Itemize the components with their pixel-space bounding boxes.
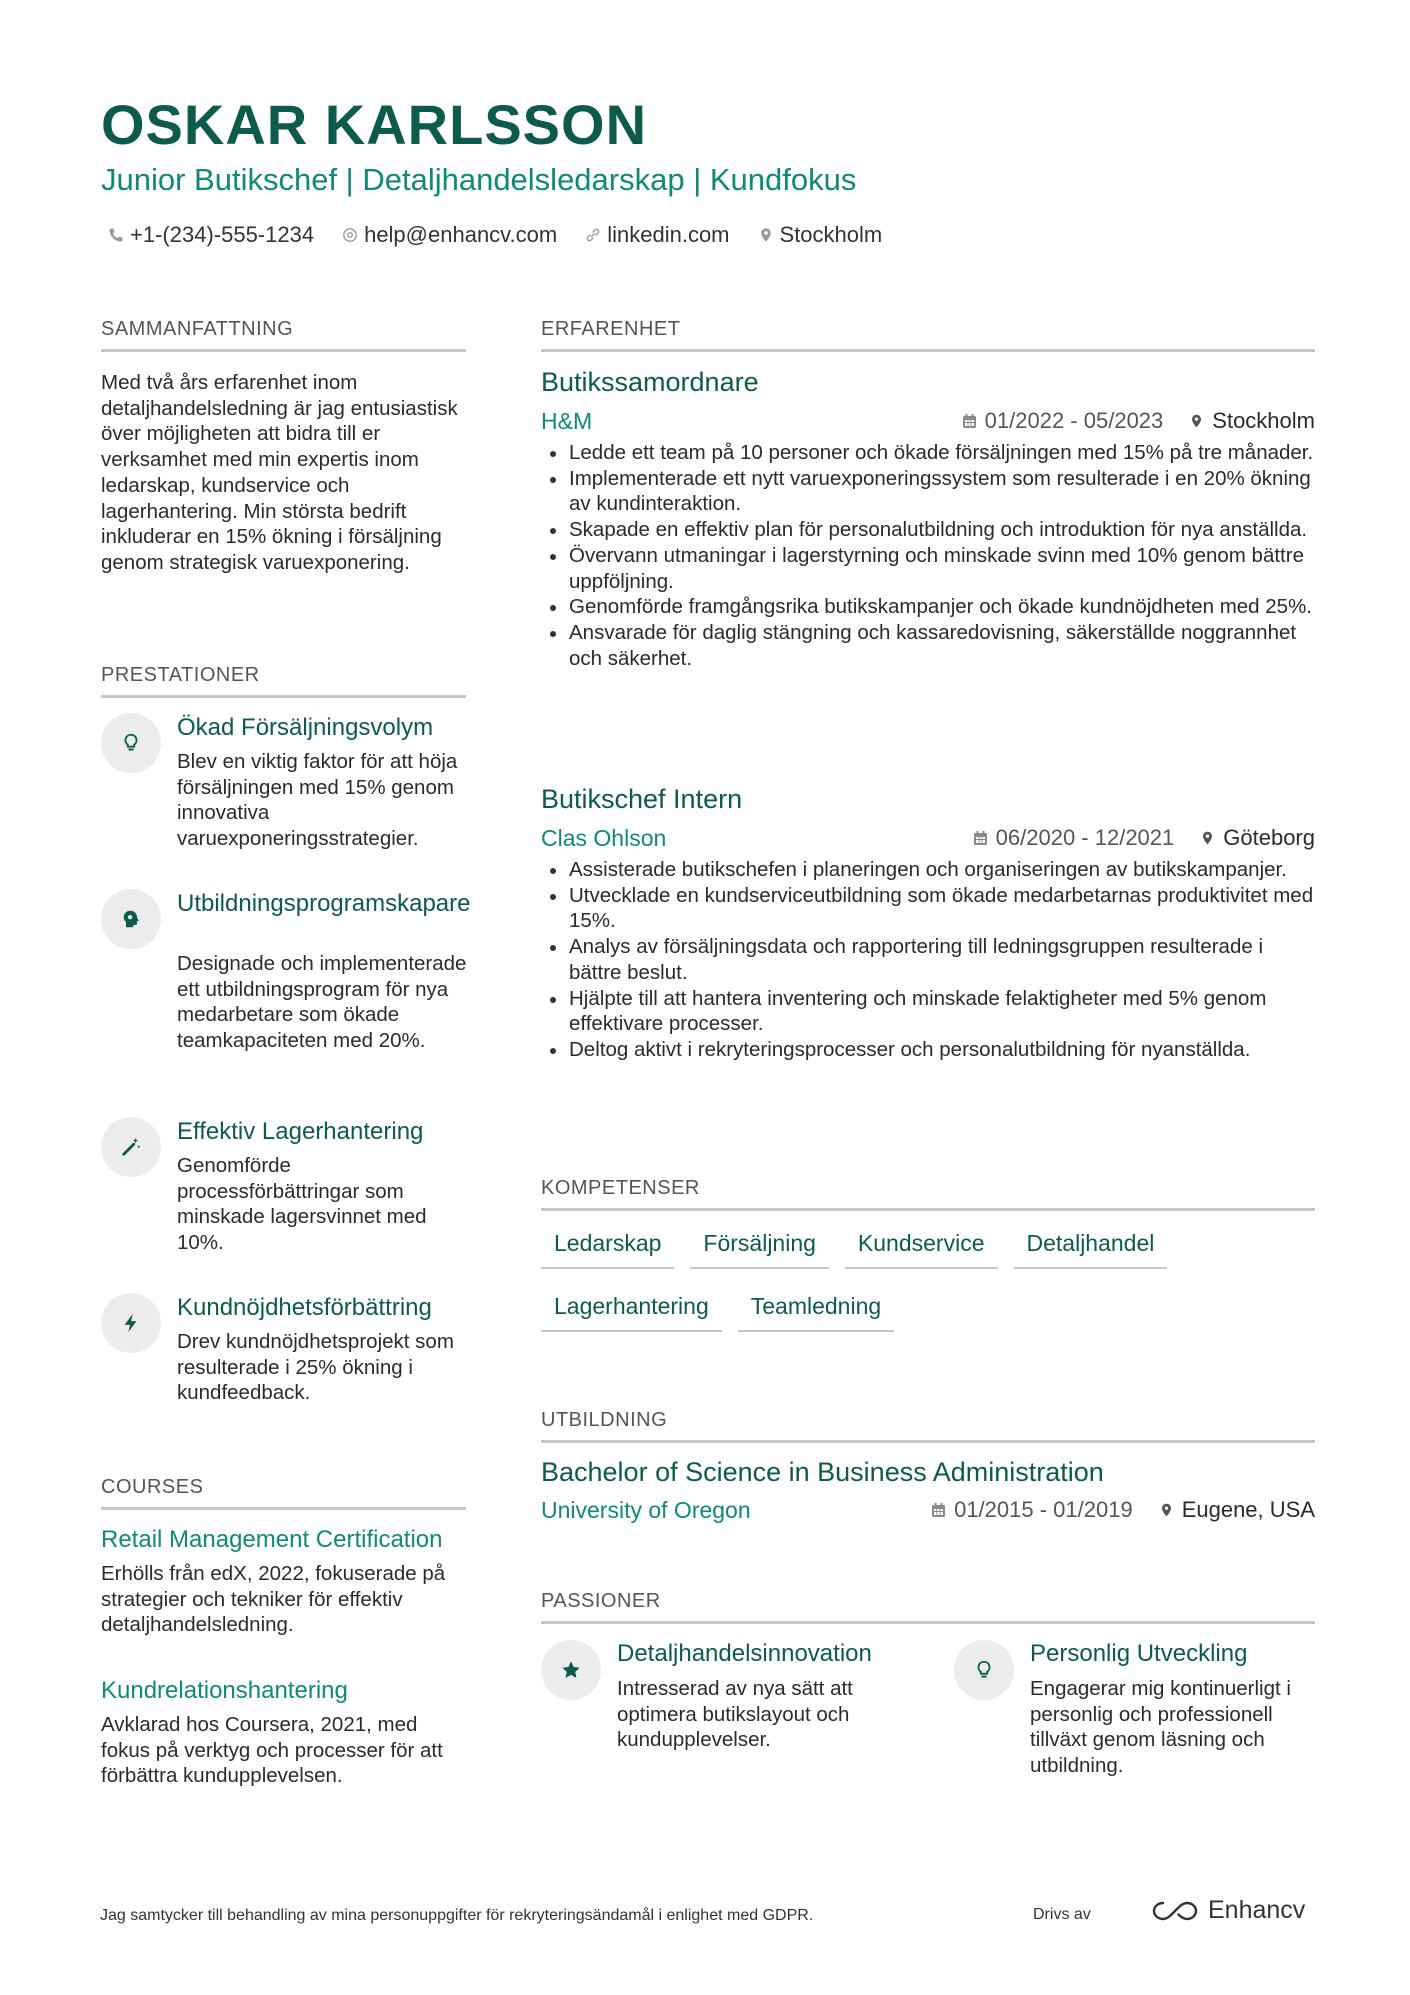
contact-bar: [108, 222, 882, 248]
passion-title: Personlig Utveckling: [1030, 1640, 1248, 1667]
lightbulb-icon: [120, 732, 142, 754]
contact-location: [758, 222, 883, 248]
skill-tag: Kundservice: [845, 1226, 998, 1269]
passion-desc: Engagerar mig kontinuerligt i personlig och professionell tillväxt genom läsning och utbildning.: [1030, 1677, 1291, 1778]
bullet-item: Skapade en effektiv plan för personalutbildning och introduktion för nya anställda.: [541, 517, 1315, 543]
powered-by-label: Drivs av: [1033, 1906, 1091, 1923]
magic-wand-icon: [120, 1136, 142, 1158]
summary-text: Med två års erfarenhet inom detaljhandelsledning är jag entusiastisk över möjligheten att bidra till er verksamhet med min expertis inom ledarskap, kundservice och lagerhantering. Min största bedrift inkluderar en 15% ökning i försäljning genom strategisk varuexponering.: [101, 371, 458, 574]
section-heading-summary: SAMMANFATTNING: [101, 318, 466, 352]
education-degree: Bachelor of Science in Business Administration: [541, 1457, 1104, 1487]
job-dates: 01/2022 - 05/2023: [984, 408, 1164, 433]
passion-title: Detaljhandelsinnovation: [617, 1640, 872, 1667]
location-icon: [1200, 830, 1215, 846]
education-meta-row: [541, 1495, 1315, 1525]
bolt-icon: [120, 1312, 142, 1334]
skill-tag: Teamledning: [738, 1289, 894, 1332]
contact-email[interactable]: [342, 222, 557, 248]
section-heading-skills: KOMPETENSER: [541, 1177, 1315, 1211]
section-heading-achievements: PRESTATIONER: [101, 664, 466, 698]
bullet-item: Genomförde framgångsrika butikskampanjer och ökade kundnöjdheten med 25%.: [541, 594, 1315, 620]
contact-linkedin[interactable]: [585, 222, 729, 248]
course-desc: Erhölls från edX, 2022, fokuserade på strategier och tekniker för effektiv detaljhandelsledning.: [101, 1562, 446, 1637]
passion-desc: Intresserad av nya sätt att optimera butikslayout och kundupplevelser.: [617, 1677, 853, 1752]
job-dates: 06/2020 - 12/2021: [995, 825, 1175, 850]
contact-phone: [108, 222, 314, 248]
achievement-title: Ökad Försäljningsvolym: [177, 714, 434, 741]
course-desc: Avklarad hos Coursera, 2021, med fokus på verktyg och processer för att förbättra kundupplevelsen.: [101, 1713, 443, 1788]
job-meta-row: [541, 406, 1315, 436]
section-heading-passions: PASSIONER: [541, 1590, 1315, 1624]
calendar-icon: [973, 830, 988, 846]
email-text: help@enhancv.com: [364, 222, 558, 247]
calendar-icon: [962, 413, 977, 429]
achievement-desc: Designade och implementerade ett utbildningsprogram för nya medarbetare som ökade teamkapaciteten med 20%.: [177, 952, 467, 1053]
star-icon: [560, 1659, 582, 1681]
link-icon: [585, 227, 601, 243]
bullet-item: Ansvarade för daglig stängning och kassaredovisning, säkerställde noggrannhet och säkerhet.: [541, 620, 1315, 671]
achievement-desc: Blev en viktig faktor för att höja försäljningen med 15% genom innovativa varuexponeringsstrategier.: [177, 750, 458, 851]
location-icon: [1159, 1502, 1174, 1518]
skill-tag: Försäljning: [690, 1226, 829, 1269]
skills-list: [541, 1226, 1315, 1332]
bullet-item: Deltog aktivt i rekryteringsprocesser och personalutbildning för nyanställda.: [541, 1037, 1315, 1063]
at-icon: [342, 227, 358, 243]
candidate-title: Junior Butikschef | Detaljhandelsledarskap | Kundfokus: [101, 162, 857, 197]
bullet-item: Ledde ett team på 10 personer och ökade försäljningen med 15% på tre månader.: [541, 440, 1315, 466]
brand-name: Enhancv: [1208, 1896, 1306, 1924]
bullet-item: Övervann utmaningar i lagerstyrning och minskade svinn med 10% genom bättre uppföljning.: [541, 543, 1315, 594]
achievement-desc: Genomförde processförbättringar som minskade lagersvinnet med 10%.: [177, 1154, 427, 1255]
education-dates: 01/2015 - 01/2019: [954, 1497, 1133, 1522]
job-location: Stockholm: [1212, 408, 1315, 433]
lightbulb-icon: [973, 1659, 995, 1681]
job-bullets: [541, 440, 1315, 671]
bullet-item: Implementerade ett nytt varuexponeringssystem som resulterade i en 20% ökning av kundinteraktion.: [541, 466, 1315, 517]
bullet-item: Utvecklade en kundserviceutbildning som ökade medarbetarnas produktivitet med 15%.: [541, 883, 1315, 934]
achievement-title: Kundnöjdhetsförbättring: [177, 1294, 432, 1321]
achievement-desc: Drev kundnöjdhetsprojekt som resulterade i 25% ökning i kundfeedback.: [177, 1330, 454, 1405]
education-school: University of Oregon: [541, 1496, 751, 1523]
course-title: Kundrelationshantering: [101, 1677, 348, 1704]
job-location: Göteborg: [1223, 825, 1315, 850]
section-heading-education: UTBILDNING: [541, 1409, 1315, 1443]
section-heading-experience: ERFARENHET: [541, 318, 1315, 352]
bullet-item: Assisterade butikschefen i planeringen och organiseringen av butikskampanjer.: [541, 857, 1315, 883]
job-bullets: [541, 857, 1315, 1063]
skill-tag: Detaljhandel: [1014, 1226, 1168, 1269]
section-heading-courses: COURSES: [101, 1476, 466, 1510]
job-title: Butikschef Intern: [541, 784, 743, 814]
company-name: H&M: [541, 407, 593, 434]
bullet-item: Analys av försäljningsdata och rapportering till ledningsgruppen resulterade i bättre beslut.: [541, 934, 1315, 985]
enhancv-logo[interactable]: [1150, 1896, 1305, 1925]
achievement-title: Effektiv Lagerhantering: [177, 1118, 424, 1145]
infinity-logo-icon: [1150, 1898, 1200, 1924]
company-name: Clas Ohlson: [541, 824, 667, 851]
location-text: Stockholm: [779, 222, 883, 247]
gdpr-consent: Jag samtycker till behandling av mina personuppgifter för rekryteringsändamål i enlighet med GDPR.: [100, 1907, 814, 1924]
skill-tag: Lagerhantering: [541, 1289, 722, 1332]
candidate-name: OSKAR KARLSSON: [101, 93, 648, 156]
location-icon: [758, 227, 774, 243]
achievement-title: Utbildningsprogramskapare: [177, 890, 471, 917]
job-meta-row: [541, 823, 1315, 853]
education-location: Eugene, USA: [1181, 1497, 1315, 1522]
course-title: Retail Management Certification: [101, 1526, 443, 1553]
job-title: Butikssamordnare: [541, 367, 759, 397]
calendar-icon: [931, 1502, 946, 1518]
location-icon: [1189, 413, 1204, 429]
linkedin-text: linkedin.com: [607, 222, 730, 247]
head-icon: [120, 908, 142, 930]
bullet-item: Hjälpte till att hantera inventering och minskade felaktigheter med 5% genom effektivare processer.: [541, 986, 1315, 1037]
phone-icon: [108, 227, 124, 243]
skill-tag: Ledarskap: [541, 1226, 674, 1269]
phone-text: +1-(234)-555-1234: [130, 222, 315, 247]
